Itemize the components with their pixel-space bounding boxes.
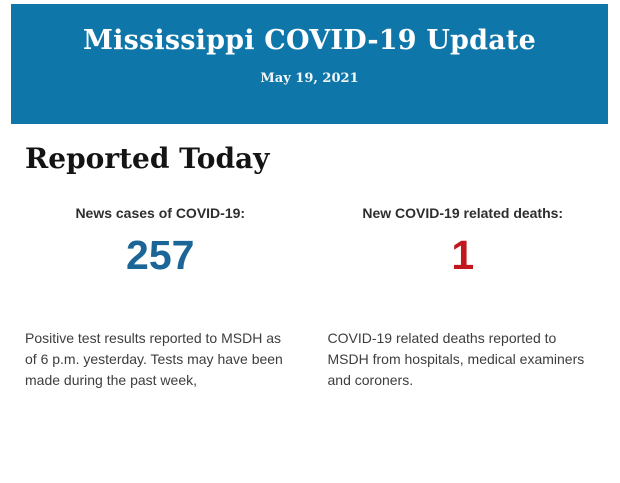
new-cases-label: News cases of COVID-19: (75, 205, 246, 221)
newsletter-title: Mississippi COVID-19 Update (83, 25, 536, 56)
new-deaths-description: COVID-19 related deaths reported to MSDH from hospitals, medical examiners and coroners. (327, 330, 585, 388)
header-banner (11, 4, 608, 124)
section-title: Reported Today (25, 142, 270, 175)
new-deaths-value: 1 (451, 232, 475, 278)
new-deaths-label: New COVID-19 related deaths: (362, 205, 564, 221)
report-content (0, 124, 620, 391)
newsletter-date: May 19, 2021 (260, 71, 359, 86)
new-cases-description: Positive test results reported to MSDH as of 6 p.m. yesterday. Tests may have been made during the past week, (25, 330, 283, 388)
stats-columns (0, 205, 620, 391)
stat-new-deaths (328, 205, 599, 391)
new-cases-value: 257 (126, 232, 195, 278)
stat-new-cases (25, 205, 296, 391)
